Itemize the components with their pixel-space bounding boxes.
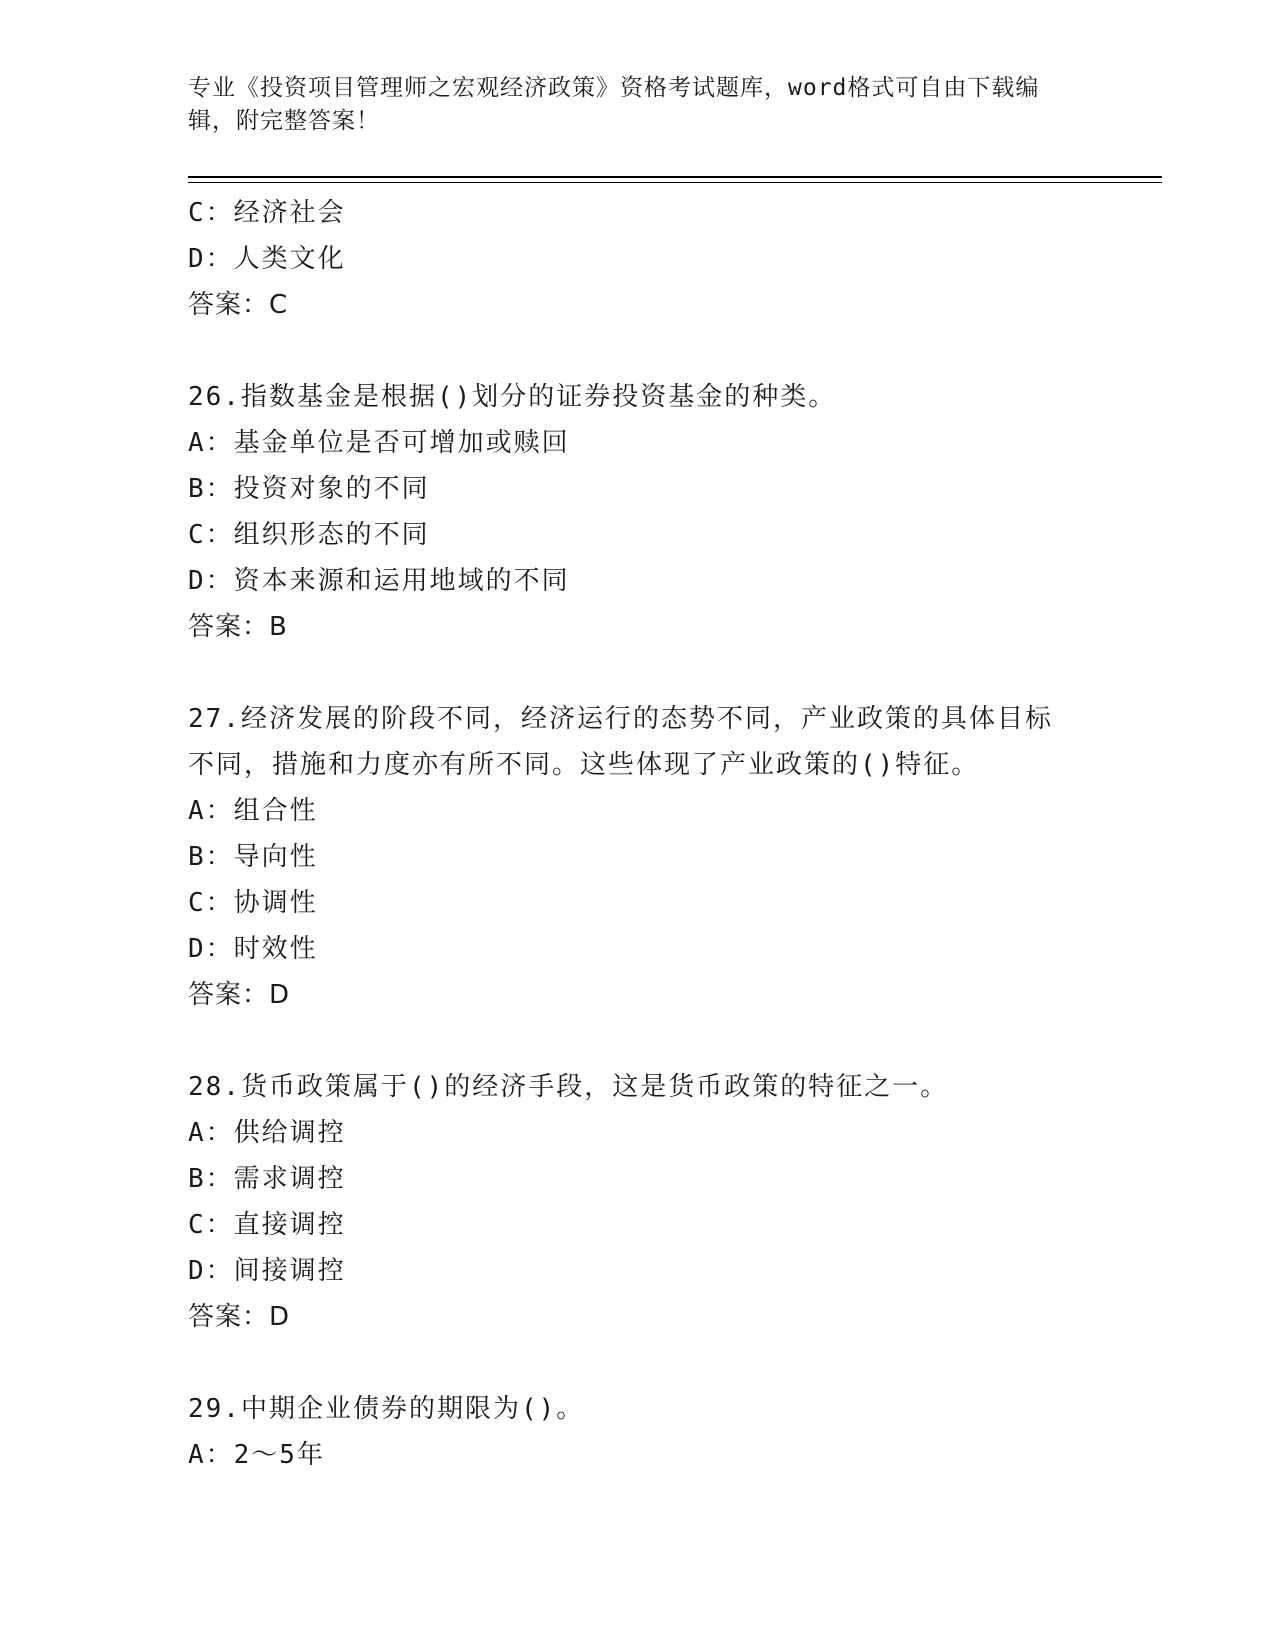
option-b: B：导向性 (188, 842, 318, 872)
question-stem: 28.货币政策属于()的经济手段，这是货币政策的特征之一。 (188, 1072, 949, 1102)
option-d: D：资本来源和运用地域的不同 (188, 566, 570, 596)
header-divider-thick (188, 176, 1162, 178)
option-a: A：2～5年 (188, 1440, 325, 1470)
question-stem: 29.中期企业债券的期限为()。 (188, 1394, 585, 1424)
question-stem: 26.指数基金是根据()划分的证券投资基金的种类。 (188, 382, 837, 412)
question-27 (188, 696, 1162, 1018)
option-d: D：间接调控 (188, 1256, 346, 1286)
header-line-1: 专业《投资项目管理师之宏观经济政策》资格考试题库，word格式可自由下载编 (188, 75, 1040, 101)
document-header (188, 72, 1068, 138)
question-stem-line-2: 不同，措施和力度亦有所不同。这些体现了产业政策的()特征。 (188, 750, 980, 780)
question-26 (188, 374, 1162, 650)
option-c: C：组织形态的不同 (188, 520, 430, 550)
spacer (188, 1018, 1162, 1064)
option-d: D：时效性 (188, 934, 318, 964)
option-d: D：人类文化 (188, 244, 346, 274)
answer-line: 答案：C (188, 290, 289, 320)
option-a: A：供给调控 (188, 1118, 346, 1148)
spacer (188, 650, 1162, 696)
answer-line: 答案：D (188, 980, 291, 1010)
question-list (188, 190, 1162, 1478)
answer-line: 答案：B (188, 612, 288, 642)
question-29 (188, 1386, 1162, 1478)
question-28 (188, 1064, 1162, 1340)
header-line-2: 辑，附完整答案！ (188, 108, 380, 134)
spacer (188, 328, 1162, 374)
option-c: C：协调性 (188, 888, 318, 918)
option-a: A：组合性 (188, 796, 318, 826)
option-a: A：基金单位是否可增加或赎回 (188, 428, 570, 458)
answer-line: 答案：D (188, 1302, 291, 1332)
option-b: B：投资对象的不同 (188, 474, 430, 504)
question-stem-line-1: 27.经济发展的阶段不同，经济运行的态势不同，产业政策的具体目标 (188, 704, 1053, 734)
header-divider-thin (188, 182, 1162, 183)
option-c: C：经济社会 (188, 198, 346, 228)
option-c: C：直接调控 (188, 1210, 346, 1240)
spacer (188, 1340, 1162, 1386)
option-b: B：需求调控 (188, 1164, 346, 1194)
question-25-tail (188, 190, 1162, 328)
